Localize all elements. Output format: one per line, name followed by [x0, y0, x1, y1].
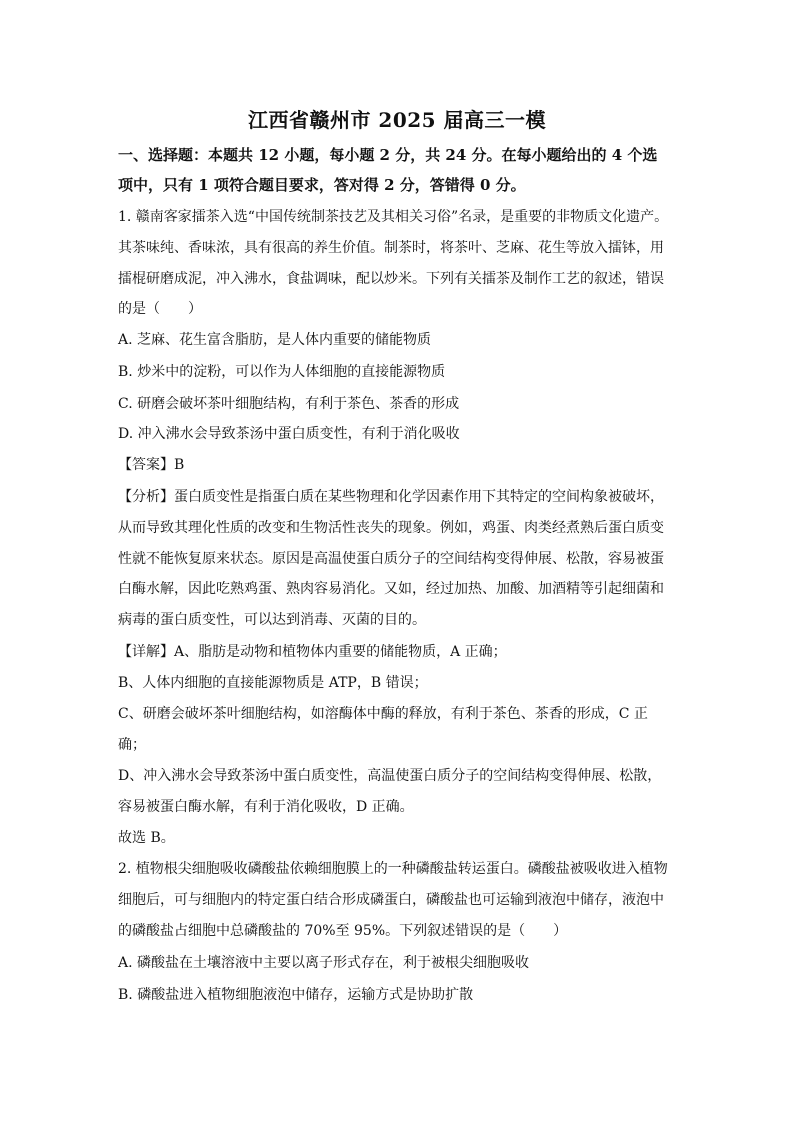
section-heading-line-1: 一、选择题：本题共 12 小题，每小题 2 分，共 24 分。在每小题给出的 4 个选	[118, 146, 658, 164]
q1-analysis-line-1: 【分析】蛋白质变性是指蛋白质在某些物理和化学因素作用下其特定的空间构象被破坏，	[118, 489, 664, 505]
q1-detail-line-3: C、研磨会破坏茶叶细胞结构，如溶酶体中酶的释放，有利于茶色、茶香的形成，C 正	[118, 706, 648, 722]
section-heading-line-2: 项中，只有 1 项符合题目要求，答对得 2 分，答错得 0 分。	[118, 176, 526, 194]
q1-detail-line-6: 容易被蛋白酶水解，有利于消化吸收，D 正确。	[118, 799, 414, 815]
q1-stem-line-2: 其茶味纯、香味浓，具有很高的养生价值。制茶时，将茶叶、芝麻、花生等放入擂钵，用	[118, 240, 664, 256]
document-title: 江西省赣州市 2025 届高三一模	[247, 108, 547, 132]
q1-stem-line-1: 1. 赣南客家擂茶入选“中国传统制茶技艺及其相关习俗”名录，是重要的非物质文化遗产。	[118, 209, 669, 225]
q2-stem-line-3: 的磷酸盐占细胞中总磷酸盐的 70%至 95%。下列叙述错误的是（ ）	[118, 923, 568, 939]
q1-option-a: A. 芝麻、花生富含脂肪，是人体内重要的储能物质	[118, 332, 432, 348]
q1-option-c: C. 研磨会破坏茶叶细胞结构，有利于茶色、茶香的形成	[118, 396, 460, 412]
q1-detail-line-1: 【详解】A、脂肪是动物和植物体内重要的储能物质，A 正确；	[118, 644, 507, 660]
q1-stem-line-4: 的是（ ）	[118, 301, 202, 317]
q1-answer: 【答案】B	[118, 457, 185, 473]
q1-analysis-line-3: 性就不能恢复原来状态。原因是高温使蛋白质分子的空间结构变得伸展、松散，容易被蛋	[118, 551, 664, 567]
q1-analysis-line-5: 病毒的蛋白质变性，可以达到消毒、灭菌的目的。	[118, 612, 426, 628]
q1-option-b: B. 炒米中的淀粉，可以作为人体细胞的直接能源物质	[118, 364, 446, 380]
q2-stem-line-1: 2. 植物根尖细胞吸收磷酸盐依赖细胞膜上的一种磷酸盐转运蛋白。磷酸盐被吸收进入植物	[118, 861, 668, 877]
q2-option-b: B. 磷酸盐进入植物细胞液泡中储存，运输方式是协助扩散	[118, 987, 474, 1003]
q1-analysis-line-2: 从而导致其理化性质的改变和生物活性丧失的现象。例如，鸡蛋、肉类经煮熟后蛋白质变	[118, 520, 664, 536]
q1-detail-line-2: B、人体内细胞的直接能源物质是 ATP，B 错误；	[118, 675, 428, 691]
q2-stem-line-2: 细胞后，可与细胞内的特定蛋白结合形成磷蛋白，磷酸盐也可运输到液泡中储存，液泡中	[118, 892, 664, 908]
q1-detail-line-5: D、冲入沸水会导致茶汤中蛋白质变性，高温使蛋白质分子的空间结构变得伸展、松散，	[118, 768, 662, 784]
q1-analysis-line-4: 白酶水解，因此吃熟鸡蛋、熟肉容易消化。又如，经过加热、加酸、加酒精等引起细菌和	[118, 581, 664, 597]
q1-detail-line-4: 确；	[118, 737, 146, 753]
q2-option-a: A. 磷酸盐在土壤溶液中主要以离子形式存在，利于被根尖细胞吸收	[118, 955, 530, 971]
q1-option-d: D. 冲入沸水会导致茶汤中蛋白质变性，有利于消化吸收	[118, 426, 460, 442]
q1-detail-line-7: 故选 B。	[118, 830, 175, 846]
q1-stem-line-3: 擂棍研磨成泥，冲入沸水，食盐调味，配以炒米。下列有关擂茶及制作工艺的叙述，错误	[118, 271, 664, 287]
